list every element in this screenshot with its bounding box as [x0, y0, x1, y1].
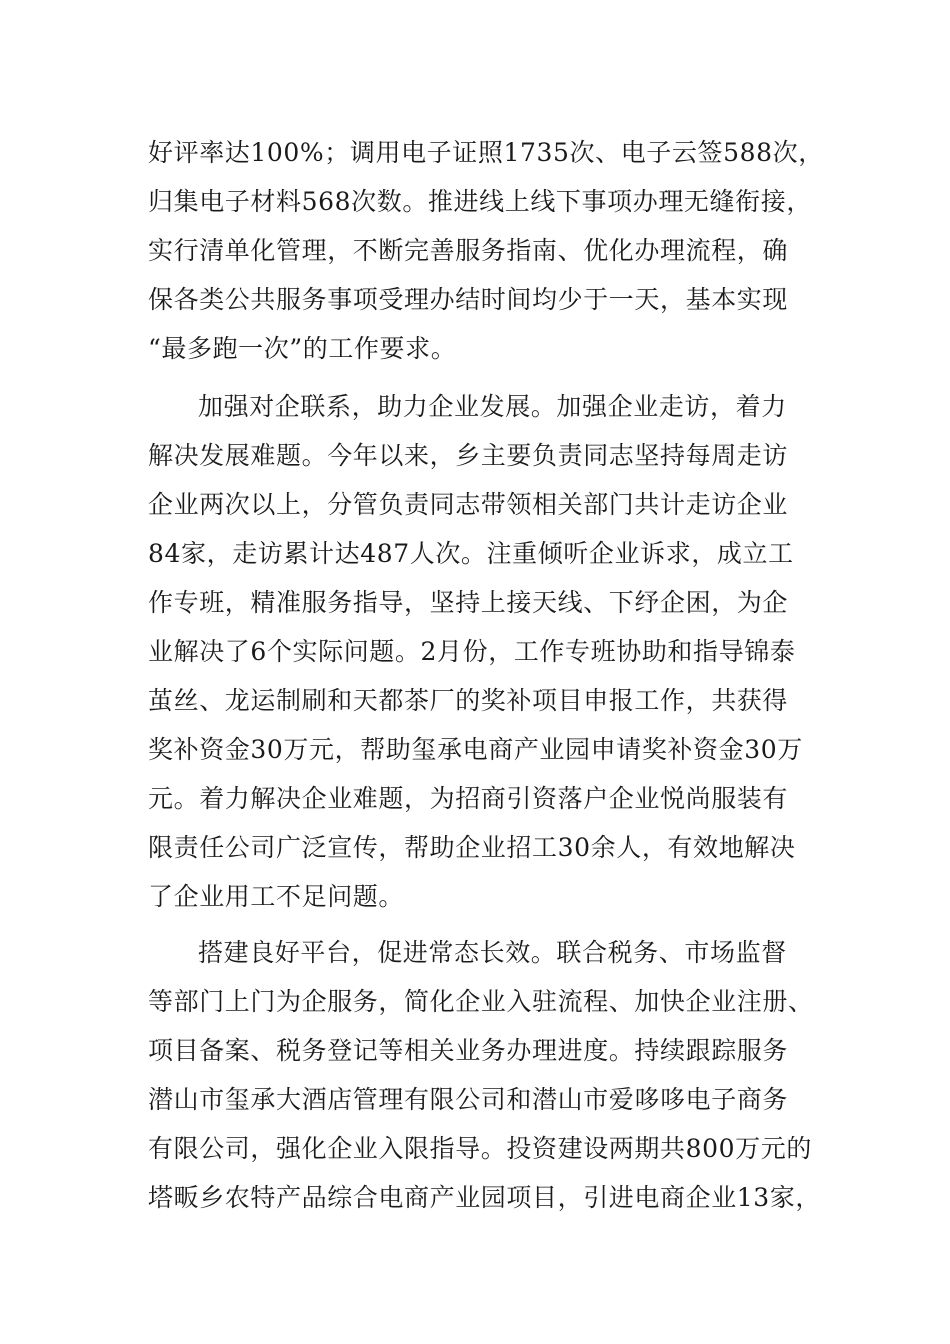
text-line: 好评率达100%；调用电子证照1735次、电子云签588次，: [148, 138, 824, 167]
text-line: 潜山市玺承大酒店管理有限公司和潜山市爱哆哆电子商务: [148, 1085, 789, 1114]
text-line: 84家，走访累计达487人次。注重倾听企业诉求，成立工: [148, 539, 794, 568]
text-line: “最多跑一次”的工作要求。: [148, 334, 457, 363]
paragraph-first-line: 加强对企联系，助力企业发展。加强企业走访，着力: [198, 392, 787, 421]
text-line: 归集电子材料568次数。推进线上线下事项办理无缝衔接，: [148, 187, 812, 216]
text-line: 解决发展难题。今年以来，乡主要负责同志坚持每周走访: [148, 441, 789, 470]
text-line: 业解决了6个实际问题。2月份，工作专班协助和指导锦泰: [148, 637, 796, 666]
paragraph-first-line: 搭建良好平台，促进常态长效。联合税务、市场监督: [198, 938, 787, 967]
text-line: 茧丝、龙运制刷和天都茶厂的奖补项目申报工作，共获得: [148, 686, 789, 715]
text-line: 作专班，精准服务指导，坚持上接天线、下纾企困，为企: [148, 588, 789, 617]
text-line: 了企业用工不足问题。: [148, 882, 405, 911]
text-line: 限责任公司广泛宣传，帮助企业招工30余人，有效地解决: [148, 833, 796, 862]
text-line: 保各类公共服务事项受理办结时间均少于一天，基本实现: [148, 285, 789, 314]
text-line: 项目备案、税务登记等相关业务办理进度。持续跟踪服务: [148, 1036, 789, 1065]
text-line: 有限公司，强化企业入限指导。投资建设两期共800万元的: [148, 1134, 812, 1163]
text-line: 实行清单化管理，不断完善服务指南、优化办理流程，确: [148, 236, 789, 265]
text-line: 元。着力解决企业难题，为招商引资落户企业悦尚服装有: [148, 784, 789, 813]
text-line: 奖补资金30万元，帮助玺承电商产业园申请奖补资金30万: [148, 735, 803, 764]
text-line: 企业两次以上，分管负责同志带领相关部门共计走访企业: [148, 490, 789, 519]
text-line: 等部门上门为企服务，简化企业入驻流程、加快企业注册、: [148, 987, 814, 1016]
text-line: 塔畈乡农特产品综合电商产业园项目，引进电商企业13家，: [148, 1183, 822, 1212]
